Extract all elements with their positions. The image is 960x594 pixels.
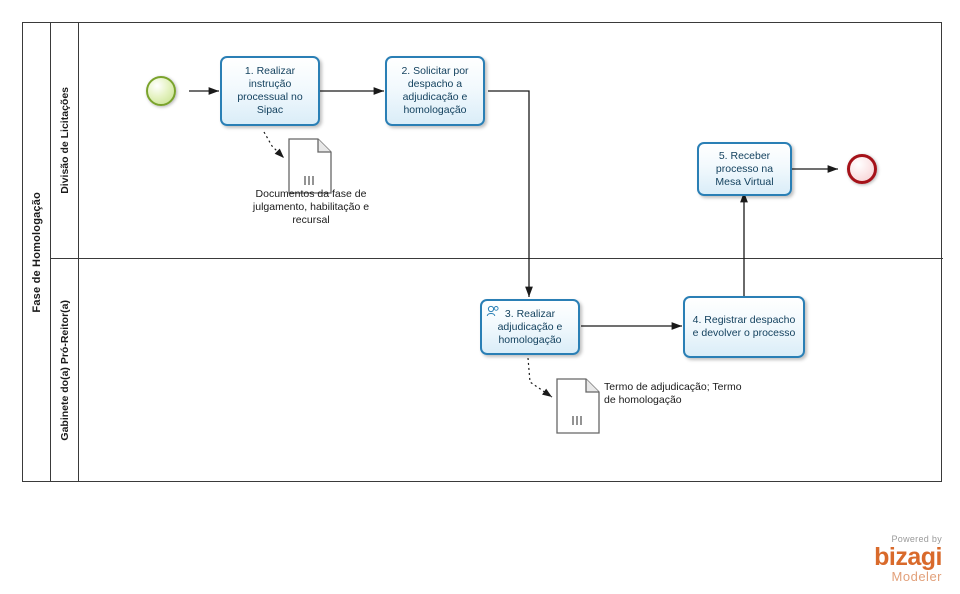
task-4-registrar-despacho[interactable]: [683, 296, 805, 358]
task-2-solicitar-despacho[interactable]: [385, 56, 485, 126]
bizagi-brand-text: bizagi: [874, 543, 942, 571]
end-event[interactable]: [847, 154, 877, 184]
pool-header: [23, 23, 51, 481]
lane-divisao-de-licitacoes: [51, 23, 943, 259]
pool-title: Fase de Homologação: [30, 191, 43, 313]
data-object-documentos-fase[interactable]: [288, 138, 332, 194]
document-icon: [556, 378, 600, 434]
lane-label-2: Gabinete do(a) Pró-Reitor(a): [58, 299, 71, 441]
user-task-icon: [486, 305, 500, 317]
task-5-label: 5. Receber processo na Mesa Virtual: [715, 149, 774, 188]
data-object-termos[interactable]: [556, 378, 600, 434]
lane-gabinete-pro-reitor: [51, 259, 943, 481]
data-object-2-label: Termo de adjudicação; Termo de homologação: [604, 381, 742, 406]
start-event[interactable]: [146, 76, 176, 106]
task-3-label: 3. Realizar adjudicação e homologação: [497, 307, 563, 346]
bizagi-logo: [822, 534, 942, 586]
task-3-realizar-adjudicacao[interactable]: [480, 299, 580, 355]
task-2-label: 2. Solicitar por despacho a adjudicação e homologação: [401, 65, 469, 116]
lane-header-1: [51, 23, 79, 258]
task-1-label: 1. Realizar instrução processual no Sipac: [237, 65, 303, 116]
bizagi-product-text: Modeler: [891, 569, 942, 584]
powered-by-text: Powered by: [891, 534, 942, 544]
task-1-realizar-instrucao[interactable]: [220, 56, 320, 126]
task-5-receber-processo[interactable]: [697, 142, 792, 196]
task-4-label: 4. Registrar despacho e devolver o processo: [692, 314, 796, 339]
lane-header-2: [51, 259, 79, 481]
data-object-1-label: Documentos da fase de julgamento, habilitação e recursal: [252, 188, 370, 226]
lane-label-1: Divisão de Licitações: [58, 87, 71, 194]
document-icon: [288, 138, 332, 194]
